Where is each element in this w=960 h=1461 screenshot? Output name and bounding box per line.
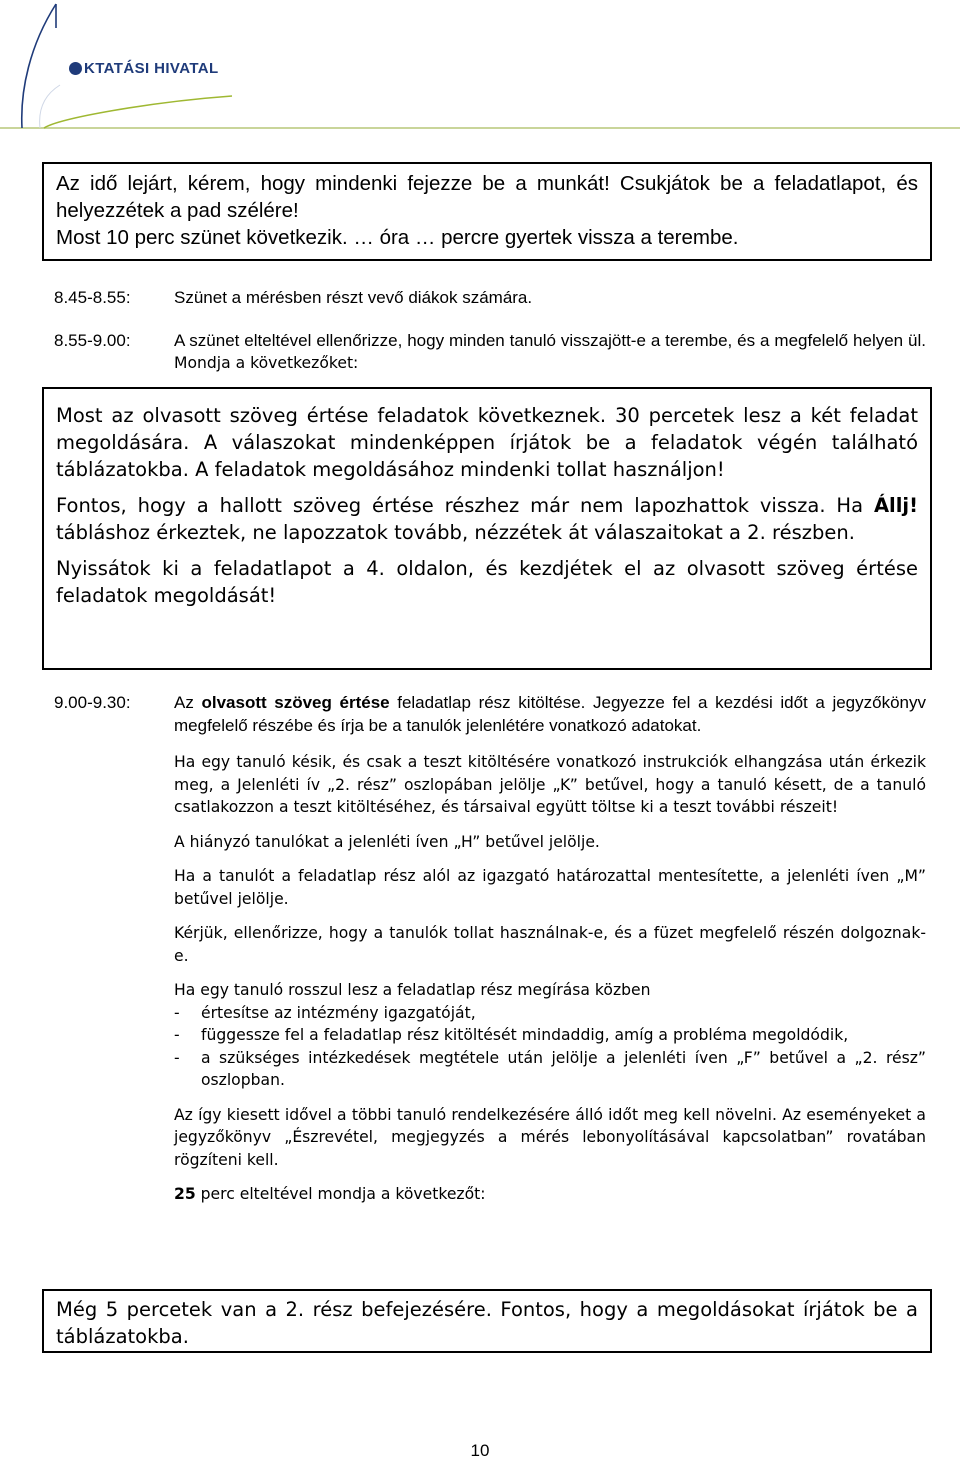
logo-o-dot xyxy=(69,62,82,75)
logo-text: KTATÁSI HIVATAL xyxy=(84,60,219,77)
schedule-time: 8.55-9.00: xyxy=(54,331,131,350)
ill-paragraph: Ha egy tanuló rosszul lesz a feladatlap rész megírása közben xyxy=(174,981,651,999)
schedule-text-b: Mondja a következőket: xyxy=(174,354,359,372)
announcement-line-1: Az idő lejárt, kérem, hogy mindenki fejezze be a munkát! Csukjátok be a feladatlapot, és helyezzétek a pad szélére! xyxy=(56,172,918,222)
list-dash: - xyxy=(174,1003,180,1022)
list-item-text: függessze fel a feladatlap rész kitöltését mindaddig, amíg a probléma megoldódik, xyxy=(201,1026,849,1044)
p2-bold-stop: Állj! xyxy=(873,494,918,517)
intro-bold: olvasott szöveg értése xyxy=(201,693,390,712)
schedule-text: Szünet a mérésben részt vevő diákok számára. xyxy=(174,288,533,307)
announcement-line-2: Most 10 perc szünet következik. … óra … percre gyertek vissza a terembe. xyxy=(56,226,739,249)
list-item xyxy=(174,1024,926,1047)
intro-post: feladatlap rész kitöltése. Jegyezze fel a kezdési időt a jegyzőkönyv megfelelő részébe és írja be a tanulók jelenlétére vonatkozó adatokat. xyxy=(174,693,926,735)
p2-pre: Fontos, hogy a hallott szöveg értése részhez már nem lapozhattok vissza. Ha xyxy=(56,494,874,517)
schedule-text-a: A szünet elteltével ellenőrizze, hogy minden tanuló visszajött-e a terembe, és a megfelelő helyen ül. xyxy=(174,331,926,350)
check-paragraph: Kérjük, ellenőrizze, hogy a tanulók tollat használnak-e, és a füzet megfelelő részén dolgoznak-e. xyxy=(174,924,926,965)
schedule-text xyxy=(174,330,926,375)
schedule-body-reading xyxy=(174,692,926,1206)
list-dash: - xyxy=(174,1026,180,1044)
list-item xyxy=(174,1047,926,1092)
announcement-box-reading xyxy=(42,387,932,670)
p2-post: tábláshoz érkeztek, ne lapozzatok tovább, nézzétek át válaszaitokat a 2. részben. xyxy=(56,521,855,544)
list-item xyxy=(174,1002,926,1025)
reading-paragraph-3: Nyissátok ki a feladatlapot a 4. oldalon, és kezdjétek el az olvasott szöveg értése feladatok megoldását! xyxy=(56,557,918,607)
time-extension-paragraph: Az így kiesett idővel a többi tanuló rendelkezésére álló időt meg kell növelni. Az eseményeket a jegyzőkönyv „Észrevétel, megjegyzés a mérés lebonyolításával kapcsolatban” rovatában rögzíteni kell. xyxy=(174,1105,926,1169)
announcement-box-5min xyxy=(42,1289,932,1353)
header xyxy=(0,0,960,135)
list-dash: - xyxy=(174,1048,180,1067)
late-paragraph: Ha egy tanuló késik, és csak a teszt kitöltésére vonatkozó instrukciók elhangzása után érkezik meg, a Jelenléti ív „2. rész” oszlopában jelölje „K” betűvel, hogy a tanuló késett, de a tanuló csatlakozzon a teszt kitöltéséhez, és társaival együtt töltse ki a teszt további részeit! xyxy=(174,753,926,816)
five-minutes-text: Még 5 percetek van a 2. rész befejezésére. Fontos, hogy a megoldásokat írjátok be a táblázatokba. xyxy=(56,1298,918,1348)
schedule-time-reading: 9.00-9.30: xyxy=(54,693,131,712)
intro-pre: Az xyxy=(174,693,202,712)
bold-25: 25 xyxy=(174,1185,196,1203)
announcement-box-break xyxy=(42,162,932,261)
after-25-paragraph xyxy=(174,1183,926,1206)
reading-intro xyxy=(174,692,926,737)
schedule-row-return xyxy=(54,330,934,380)
page-number: 10 xyxy=(470,1441,490,1460)
after-25-rest: perc elteltével mondja a következőt: xyxy=(195,1185,486,1203)
reading-paragraph-1: Most az olvasott szöveg értése feladatok következnek. 30 percetek lesz a két feladat megoldására. A válaszokat mindenképpen írjátok be a feladatok végén található táblázatokba. A feladatok megoldásához mindenki tollat használjon! xyxy=(56,404,918,481)
absent-paragraph: A hiányzó tanulókat a jelenléti íven „H” betűvel jelölje. xyxy=(174,832,600,851)
reading-paragraph-2 xyxy=(56,492,918,546)
list-item-text: a szükséges intézkedések megtétele után jelölje a jelenléti íven „F” betűvel a „2. rész” oszlopban. xyxy=(201,1048,926,1089)
schedule-time: 8.45-8.55: xyxy=(54,288,131,307)
list-item-text: értesítse az intézmény igazgatóját, xyxy=(201,1003,476,1022)
exempt-paragraph: Ha a tanulót a feladatlap rész alól az igazgató határozattal mentesítette, a jelenléti íven „M” betűvel jelölje. xyxy=(174,867,926,908)
